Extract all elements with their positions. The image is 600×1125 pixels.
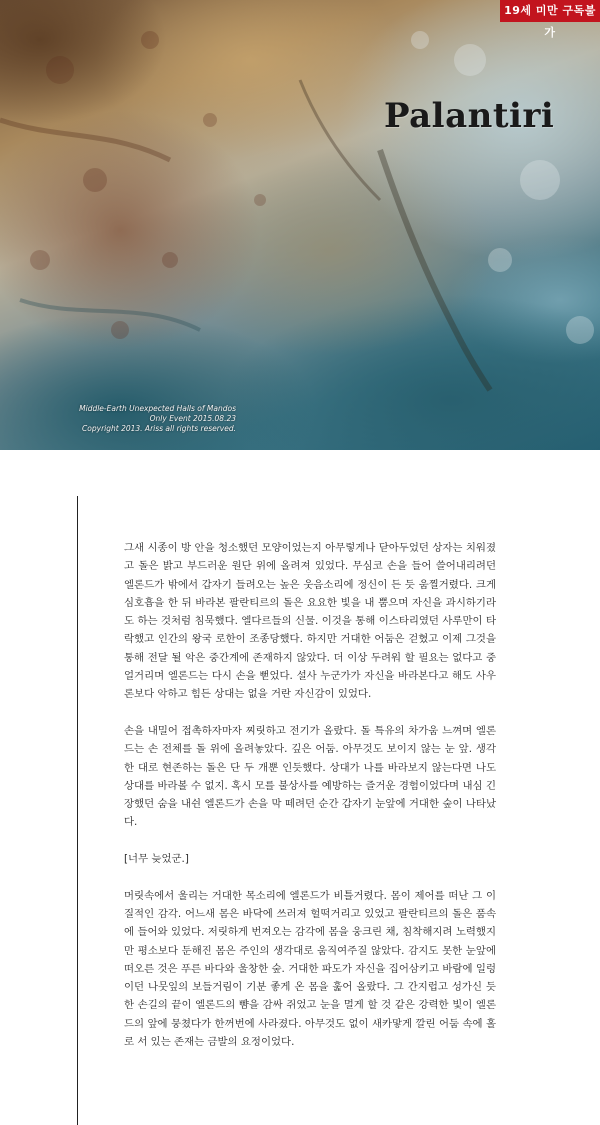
cover-image xyxy=(0,0,600,450)
copyright-notice xyxy=(36,404,236,434)
paragraph: 그새 시종이 방 안을 청소했던 모양이었는지 아무렇게나 닫아두었던 상자는 치워졌고 돌은 밝고 부드러운 원단 위에 올려져 있었다. 무심코 손을 들어 쓸어내리려던 엘론드가 밖에서 갑자기 들려오는 높은 웃음소리에 정신이 든 듯 움찔거렸다. 크게 심호흡을 한 뒤 바라본 팔란티르의 돌은 요요한 빛을 내 뿜으며 자신을 과시하기라도 하는 것처럼 침묵했다. 엘다르들의 신물. 이것을 통해 이스타리였던 사루만이 타락했고 인간의 왕국 로한이 조종당했다. 하지만 거대한 어둠은 걷혔고 이제 그것을 통해 전달 될 악은 중간계에 존재하지 않았다. 더 이상 두려워 할 필요는 없다고 중얼거리며 엘론드는 다시 손을 뻗었다. 설사 누군가가 자신을 바라본다고 해도 사우론보다 악하고 힘든 상대는 없을 거란 자신감이 있었다. xyxy=(124,542,496,701)
paragraph: 머릿속에서 울리는 거대한 목소리에 엘론드가 비틀거렸다. 몸이 제어를 떠난 그 이질적인 감각. 어느새 몸은 바닥에 쓰러져 헐떡거리고 있었고 팔란티르의 돌은 품속에 들어와 있었다. 저릿하게 번져오는 감각에 몸을 웅크린 채, 침착해지려 노력했지만 평소보다 둔해진 몸은 주인의 생각대로 움직여주질 않았다. 감지도 못한 눈앞에 떠오른 것은 푸른 바다와 울창한 숲. 거대한 파도가 자신을 집어삼키고 바람에 일렁이던 나뭇잎의 보들거림이 기분 좋게 온 몸을 훑어 올랐다. 그 간지럽고 성가신 듯 한 손길의 끝이 엘론드의 뺨을 감싸 쥐었고 눈을 멀게 할 것 같은 강력한 빛이 엘론드의 앞에 뭉쳤다가 한꺼번에 사라졌다. 아무것도 없이 새카맣게 깔린 어둠 속에 홀로 서 있는 존재는 금발의 요정이었다. xyxy=(124,889,496,1049)
copyright-line: Middle-Earth Unexpected Halls of Mandos xyxy=(79,404,236,413)
paragraph: [너무 늦었군.] xyxy=(124,853,189,866)
stone-texture xyxy=(0,0,600,450)
copyright-line: Only Event 2015.08.23 xyxy=(149,414,236,423)
margin-rule xyxy=(77,496,78,1125)
story-text xyxy=(124,539,496,1051)
copyright-line: Copyright 2013. Ariss all rights reserved. xyxy=(82,424,236,433)
paragraph: 손을 내밀어 접촉하자마자 찌릿하고 전기가 올랐다. 돌 특유의 차가움 느껴며 엘론드는 손 전체를 돌 위에 올려놓았다. 깊은 어둠. 아무것도 보이지 않는 눈 앞. 생각한 대로 현존하는 돌은 단 두 개뿐 인듯했다. 상대가 나를 바라보지 않는다면 나도 상대를 바라볼 수 없지. 혹시 모를 불상사를 예방하는 즐거운 경험이었다며 내심 긴장했던 숨을 내쉰 엘론드가 손을 막 떼려던 순간 갑자기 눈앞에 거대한 숲이 나타났다. xyxy=(124,724,496,829)
cover-title: Palantiri xyxy=(384,96,555,136)
age-restriction-badge: 19세 미만 구독불가 xyxy=(500,0,600,22)
